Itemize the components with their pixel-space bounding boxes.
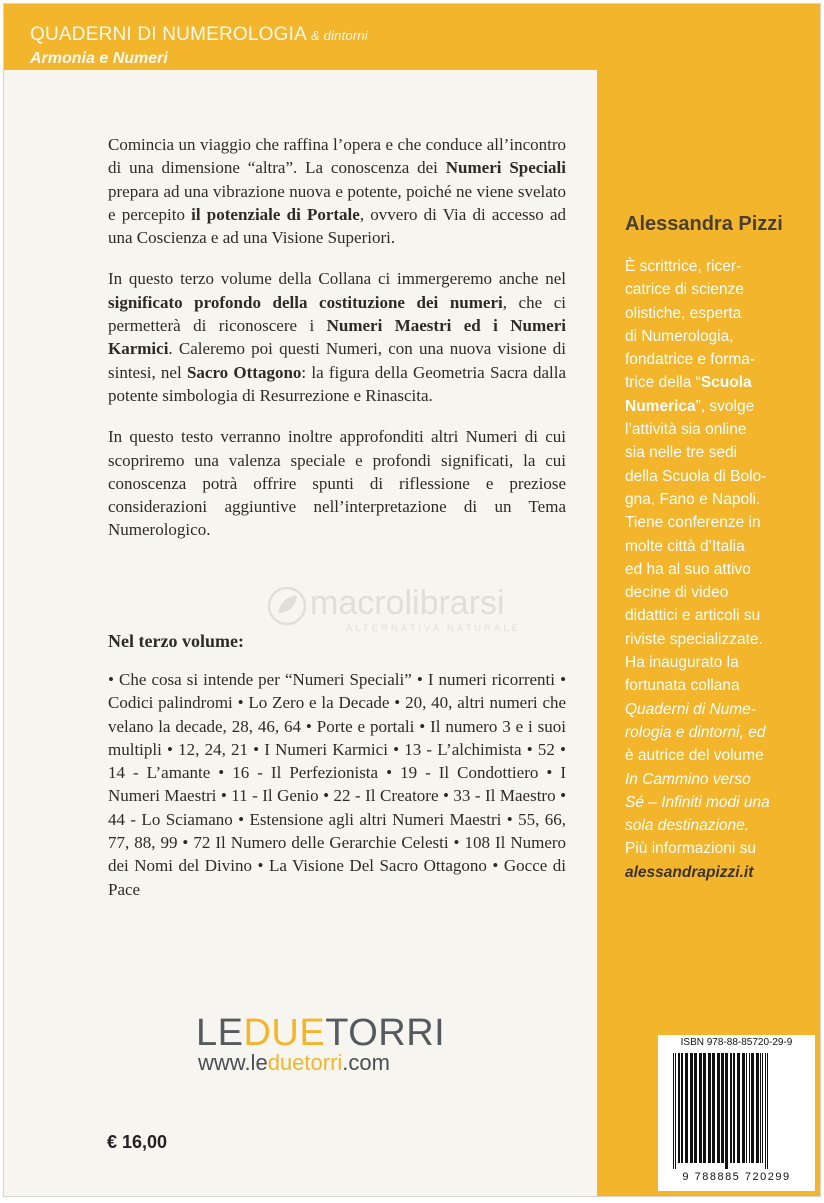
bio-line: fortunata collana xyxy=(625,677,740,695)
contents-item: Lo Zero e la Decade xyxy=(248,693,390,713)
contents-item: I Numeri Maestri xyxy=(108,763,567,806)
barcode-bar xyxy=(717,1053,720,1163)
bullet-icon: • xyxy=(232,693,249,713)
barcode-bar xyxy=(725,1053,728,1169)
bullet-icon: • xyxy=(555,786,567,806)
watermark-tagline: ALTERNATIVA NATURALE xyxy=(346,623,521,634)
bio-line: riviste specializzate. xyxy=(625,630,763,648)
barcode-bar xyxy=(730,1053,732,1163)
bullet-icon: • xyxy=(210,763,233,783)
barcode-bar xyxy=(762,1053,763,1163)
barcode-bar xyxy=(737,1053,740,1163)
contents-list xyxy=(108,668,566,901)
barcode-icon xyxy=(670,1053,803,1169)
bullet-icon: • xyxy=(247,739,265,759)
author-bio xyxy=(625,255,805,884)
bio-line: decine di video xyxy=(625,584,729,602)
contents-item: 16 - Il Perfezionista xyxy=(232,763,379,783)
barcode-bar xyxy=(746,1053,747,1163)
publisher-url[interactable]: www.leduetorri.com xyxy=(198,1050,390,1075)
barcode-bar xyxy=(708,1053,711,1163)
contents-item: 55, 66, 77, 88, 99 xyxy=(108,809,567,853)
bio-line: catrice di scienze xyxy=(625,281,744,299)
book-back-cover xyxy=(3,3,821,1197)
description-paragraph xyxy=(108,133,566,249)
barcode-bar xyxy=(742,1053,745,1163)
bullet-icon: • xyxy=(538,763,561,783)
bio-line: È scrittrice, ricer- xyxy=(625,258,742,275)
paragraph-text: In questo testo verranno inoltre approfonditi altri Numeri di cui scopriremo una valenza speciale e profondi significati, la cui conoscenza potrà offrire spunti di riflessione e preziose considerazioni aggiuntive nell’interpretazione di un Tema Numerologico. xyxy=(108,427,566,540)
barcode-bar xyxy=(760,1053,761,1163)
series-header xyxy=(4,4,599,70)
contents-item: 72 Il Numero delle Gerarchie Celesti xyxy=(193,833,449,853)
bio-line: Più informazioni su xyxy=(625,840,756,858)
bio-line: sola destinazione. xyxy=(625,817,750,835)
bio-line: l’attività sia online xyxy=(625,421,747,439)
bio-line: è autrice del volume xyxy=(625,747,764,765)
contents-item: 13 - L’alchimista xyxy=(404,739,522,759)
emphasis-text: Numeri Speciali xyxy=(445,158,566,178)
series-suffix: & dintorni xyxy=(310,28,368,43)
isbn-barcode-box xyxy=(658,1035,815,1191)
barcode-bar xyxy=(681,1053,683,1163)
bio-line: molte città d’Italia xyxy=(625,537,745,555)
author-name: Alessandra Pizzi xyxy=(625,213,783,235)
bullet-icon: • xyxy=(301,716,317,736)
paragraph-text: . Caleremo poi questi Numeri, con una nuova visione di sintesi, nel xyxy=(108,339,566,382)
description xyxy=(108,133,566,560)
contents-item: 44 - Lo Sciamano xyxy=(108,809,233,829)
contents-item: I Numeri Karmici xyxy=(264,739,388,759)
contents-title: Nel terzo volume: xyxy=(108,631,244,651)
contents-item: 108 Il Numero dei Nomi del Divino xyxy=(108,833,567,876)
watermark xyxy=(266,579,596,639)
bullet-icon: • xyxy=(318,786,334,806)
barcode-bar xyxy=(749,1053,750,1163)
contents-item: Che cosa si intende per “Numeri Speciali” xyxy=(119,670,412,689)
barcode-bar xyxy=(756,1053,759,1163)
barcode-bar xyxy=(699,1053,702,1163)
bullet-icon: • xyxy=(555,670,567,689)
paragraph-text: In questo terzo volume della Collana ci immergeremo anche nel xyxy=(108,269,566,289)
barcode-bar xyxy=(685,1053,688,1163)
bio-line: rologia e dintorni, ed xyxy=(625,723,766,741)
barcode-bar xyxy=(678,1053,680,1163)
contents-item: Gocce di Pace xyxy=(108,856,567,899)
price: € 16,00 xyxy=(107,1132,168,1152)
description-paragraph xyxy=(108,425,566,541)
barcode-bar xyxy=(765,1053,766,1169)
bio-line: della Scuola di Bolo- xyxy=(625,467,767,485)
bio-line: sia nelle tre sedi xyxy=(625,444,738,462)
series-subtitle: Armonia e Numeri xyxy=(30,50,168,67)
watermark-brand: macrolibrarsi xyxy=(310,584,505,622)
bio-line: Sé – Infiniti modi una xyxy=(625,793,770,811)
bio-line: trice della “Scuola xyxy=(625,374,752,392)
bullet-icon: • xyxy=(411,670,428,689)
contents-item: 14 - L’amante xyxy=(108,763,211,783)
emphasis-text: il potenziale di Portale xyxy=(191,204,360,224)
bullet-icon: • xyxy=(378,763,401,783)
watermark-leaf-icon xyxy=(266,585,308,627)
bio-line: di Numerologia, xyxy=(625,327,734,345)
series-title: QUADERNI DI NUMEROLOGIA & dintorni xyxy=(30,24,368,45)
bio-line: Tiene conferenze in xyxy=(625,514,761,532)
barcode-bar xyxy=(703,1053,706,1163)
bullet-icon: • xyxy=(521,739,538,759)
contents-item: 20, 40, altri numeri che velano la decade, 28, 46, 64 xyxy=(108,693,567,736)
paragraph-text: Comincia un viaggio che raffina l’opera e che conduce all’incontro di una dimensione “altra”. La conoscenza dei xyxy=(108,135,566,178)
barcode-bar xyxy=(712,1053,715,1163)
bullet-icon: • xyxy=(232,809,250,829)
bio-line: gna, Fano e Napoli. xyxy=(625,490,761,508)
bio-line: fondatrice e forma- xyxy=(625,351,756,369)
isbn-label: ISBN 978-88-85720-29-9 xyxy=(680,1037,793,1048)
bio-line: In Cammino verso xyxy=(625,770,751,788)
barcode-bar xyxy=(675,1053,676,1169)
barcode-bar xyxy=(751,1053,754,1163)
contents-item: Codici palindromi xyxy=(108,693,233,713)
bullet-icon: • xyxy=(389,693,406,713)
emphasis-text: Numeri Maestri ed i Numeri Karmici xyxy=(108,316,566,359)
bullet-icon: • xyxy=(438,786,454,806)
contents-item: 11 - Il Genio xyxy=(231,786,319,806)
paragraph-text: prepara ad una vibrazione nuova e potente, poiché ne viene svelato e percepito xyxy=(108,181,566,224)
bio-line: Numerica”, svolge xyxy=(625,397,755,415)
contents-item: Il numero 3 e i suoi multipli xyxy=(108,716,567,759)
bullet-icon: • xyxy=(387,739,405,759)
barcode-bar xyxy=(690,1053,693,1163)
bio-line: Quaderni di Nume- xyxy=(625,700,756,718)
paragraph-text: , che ci permetterà di riconoscere i xyxy=(108,292,566,336)
contents-item: 12, 24, 21 xyxy=(178,739,248,759)
bullet-icon: • xyxy=(161,739,179,759)
barcode-bar xyxy=(694,1053,697,1163)
contents-item: 22 - Il Creatore xyxy=(333,786,439,806)
bullet-icon: • xyxy=(448,833,465,853)
bullet-icon: • xyxy=(554,739,566,759)
publisher-logo: LEDUETORRI xyxy=(196,1012,446,1054)
bullet-icon: • xyxy=(486,856,504,876)
barcode-bar xyxy=(721,1053,724,1163)
contents-item: Porte e portali xyxy=(316,716,415,736)
contents-item: 52 xyxy=(537,739,555,759)
contents-item: La Visione Del Sacro Ottagono xyxy=(268,856,487,876)
emphasis-text: significato profondo della costituzione dei numeri xyxy=(108,292,503,312)
barcode-bar xyxy=(673,1053,674,1169)
barcode-bar xyxy=(733,1053,735,1163)
bullet-icon: • xyxy=(501,809,519,829)
bio-line: ed ha al suo attivo xyxy=(625,560,751,578)
contents-item: Estensione agli altri Numeri Maestri xyxy=(249,809,502,829)
bio-line[interactable]: alessandrapizzi.it xyxy=(625,863,754,881)
bullet-icon: • xyxy=(414,716,431,736)
bio-line: Ha inaugurato la xyxy=(625,654,739,672)
paragraph-text: : la figura della Geometria Sacra dalla potente simbologia di Resurrezione e Rinascita. xyxy=(108,362,566,405)
bio-line: didattici e articoli su xyxy=(625,607,761,625)
bio-line: olistiche, esperta xyxy=(625,304,742,322)
emphasis-text: Sacro Ottagono xyxy=(186,362,302,382)
bullet-icon: • xyxy=(216,786,232,806)
bullet-icon: • xyxy=(108,670,120,689)
isbn-digits: 9 788885 720299 xyxy=(682,1171,791,1183)
bullet-icon: • xyxy=(251,856,269,876)
bullet-icon: • xyxy=(177,833,194,853)
description-paragraph xyxy=(108,267,566,407)
paragraph-text: , ovvero di Via di accesso ad una Coscienza e ad una Visione Superiori. xyxy=(108,204,566,248)
contents-item: 33 - Il Maestro xyxy=(453,786,556,806)
contents-item: I numeri ricorrenti xyxy=(427,670,556,689)
barcode-bar xyxy=(767,1053,768,1169)
contents-item: 19 - Il Condottiero xyxy=(400,763,539,783)
